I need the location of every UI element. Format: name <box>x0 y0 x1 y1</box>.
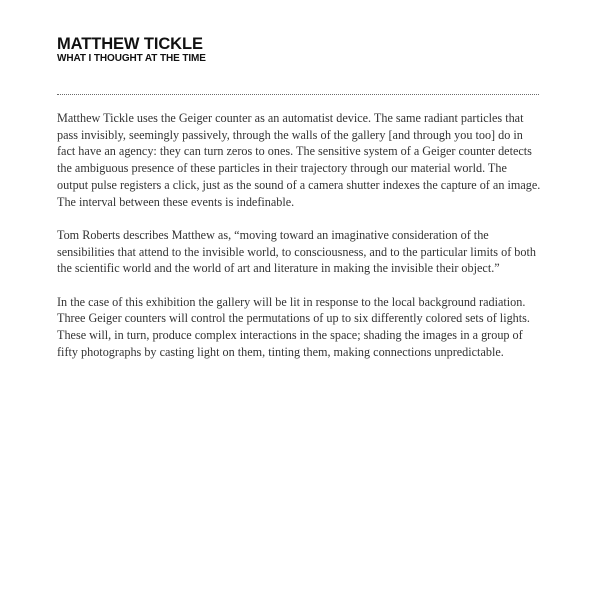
paragraph-geiger-counter: Matthew Tickle uses the Geiger counter as an automatist device. The same radiant particles that pass invisibly, seemingly passively, through the walls of the gallery [and through you too] do in fact have an agency: they can turn zeros to ones. The sensitive system of a Geiger counter detects the ambiguous presence of these particles in their trajectory through our material world. The output pulse registers a click, just as the sound of a camera shutter indexes the capture of an image. The interval between these events is indefinable. <box>57 111 541 209</box>
exhibition-title: WHAT I THOUGHT AT THE TIME <box>57 53 206 64</box>
dotted-divider <box>57 94 539 95</box>
document-page <box>57 36 539 377</box>
body-text <box>57 110 539 361</box>
paragraph-exhibition-lighting: In the case of this exhibition the gallery will be lit in response to the local background radiation. Three Geiger counters will control the permutations of up to six differently colored sets of lights. These will, in turn, produce complex interactions in the space; shading the images in a group of fifty photographs by casting light on them, tinting them, making connections unpredictable. <box>57 294 530 359</box>
paragraph-tom-roberts-quote: Tom Roberts describes Matthew as, “moving toward an imaginative consideration of the sensibilities that attend to the invisible world, to consciousness, and to the particular limits of both the scientific world and the world of art and literature in making the invisible their object.” <box>57 227 536 276</box>
artist-name-heading: MATTHEW TICKLE <box>57 35 203 53</box>
